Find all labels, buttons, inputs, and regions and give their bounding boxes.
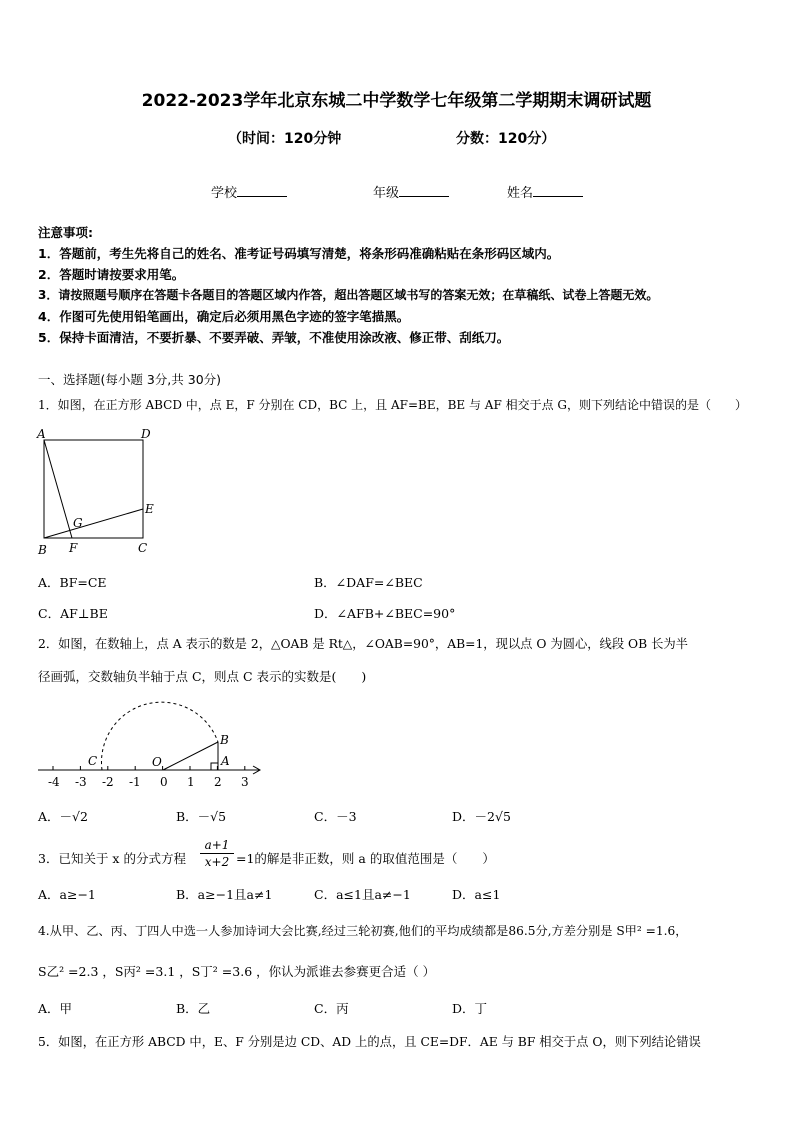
notice-heading: 注意事项: xyxy=(38,225,93,240)
section-heading: 一、选择题(每小题 3分,共 30分) xyxy=(38,372,222,387)
q4-option-d[interactable]: D．丁 xyxy=(452,1001,488,1016)
q2-stem-line2: 径画弧，交数轴负半轴于点 C，则点 C 表示的实数是( ) xyxy=(38,669,367,684)
name-label: 姓名 xyxy=(507,186,534,201)
label-e: E xyxy=(145,502,154,516)
q5-stem: 5．如图，在正方形 ABCD 中，E、F 分别是边 CD、AD 上的点，且 CE=DF．AE 与 BF 相交于点 O，则下列结论错误 xyxy=(38,1035,701,1049)
q1-option-b[interactable]: B．∠DAF=∠BEC xyxy=(314,575,423,590)
q2-stem-line1: 2．如图，在数轴上，点 A 表示的数是 2，△OAB 是 Rt△，∠OAB=90°，AB=1，现以点 O 为圆心，线段 OB 长为半 xyxy=(38,637,688,651)
segment-af xyxy=(44,440,72,538)
q2-option-c[interactable]: C．－3 xyxy=(314,809,357,824)
q4-stem-line1: 4.从甲、乙、丙、丁四人中选一人参加诗词大会比赛,经过三轮初赛,他们的平均成绩都是86.5分,方差分别是 S甲² =1.6， xyxy=(38,924,688,938)
label-b: B xyxy=(220,733,229,747)
label-c: C xyxy=(88,754,98,768)
q3-option-a[interactable]: A．a≥−1 xyxy=(38,887,96,902)
exam-time: （时间：120分钟 xyxy=(228,131,342,147)
q2-number-line-figure xyxy=(34,692,274,798)
q3-fraction-numerator: a+1 xyxy=(200,838,234,854)
notice-item: 1．答题前，考生先将自己的姓名、准考证号码填写清楚，将条形码准确粘贴在条形码区域内。 xyxy=(38,246,560,261)
q3-fraction-denominator: x+2 xyxy=(204,855,230,869)
school-field xyxy=(211,182,287,201)
tick-label: -1 xyxy=(129,775,141,789)
tick-marks xyxy=(53,766,245,770)
label-a: A xyxy=(221,754,230,768)
q3-option-b[interactable]: B．a≥−1且a≠1 xyxy=(176,887,273,902)
q4-stem-line2: S乙² =2.3 ，S丙² =3.1 ，S丁² =3.6 ，你认为派谁去参赛更合适（ ） xyxy=(38,964,436,979)
q2-option-a[interactable]: A．－√2 xyxy=(38,809,88,824)
grade-label: 年级 xyxy=(373,186,400,201)
notice-item: 5．保持卡面清洁，不要折暴、不要弄破、弄皱，不准使用涂改液、修正带、刮纸刀。 xyxy=(38,330,510,345)
school-label: 学校 xyxy=(211,186,238,201)
q3-option-d[interactable]: D．a≤1 xyxy=(452,887,501,902)
tick-label: 3 xyxy=(241,775,249,789)
notice-item: 3．请按照题号顺序在答题卡各题目的答题区域内作答，超出答题区域书写的答案无效；在草稿纸、试卷上答题无效。 xyxy=(38,288,659,302)
exam-score: 分数：120分） xyxy=(456,131,556,147)
grade-field xyxy=(373,182,449,201)
q2-option-d[interactable]: D．－2√5 xyxy=(452,809,511,824)
segment-ob xyxy=(163,742,218,770)
q2-option-b[interactable]: B．－√5 xyxy=(176,809,227,824)
q1-option-d[interactable]: D．∠AFB+∠BEC=90° xyxy=(314,606,456,621)
label-f: F xyxy=(69,541,78,555)
notice-item: 4．作图可先使用铅笔画出，确定后必须用黑色字迹的签字笔描黑。 xyxy=(38,309,410,324)
label-a: A xyxy=(37,427,46,441)
segment-be xyxy=(44,509,143,538)
school-blank xyxy=(237,184,287,197)
q1-stem: 1．如图，在正方形 ABCD 中，点 E，F 分别在 CD，BC 上，且 AF=BE，BE 与 AF 相交于点 G，则下列结论中错误的是（ ） xyxy=(38,398,747,412)
grade-blank xyxy=(399,184,449,197)
tick-label: 1 xyxy=(187,775,195,789)
label-g: G xyxy=(73,516,83,530)
notice-item: 2．答题时请按要求用笔。 xyxy=(38,267,185,282)
label-o: O xyxy=(152,755,162,769)
label-d: D xyxy=(141,427,151,441)
page-title: 2022-2023学年北京东城二中学数学七年级第二学期期末调研试题 xyxy=(141,91,652,111)
q3-fraction xyxy=(200,838,234,870)
q1-square-figure xyxy=(34,424,164,559)
label-c: C xyxy=(138,541,148,555)
q3-stem-pre: 3．已知关于 x 的分式方程 xyxy=(38,851,186,866)
tick-label: -2 xyxy=(102,775,114,789)
tick-label: 0 xyxy=(160,775,168,789)
q1-option-c[interactable]: C．AF⊥BE xyxy=(38,606,108,621)
q4-option-b[interactable]: B．乙 xyxy=(176,1001,211,1016)
name-blank xyxy=(533,184,583,197)
q4-option-c[interactable]: C．丙 xyxy=(314,1001,349,1016)
q1-option-a[interactable]: A．BF=CE xyxy=(38,575,107,590)
tick-label: 2 xyxy=(214,775,222,789)
q4-option-a[interactable]: A．甲 xyxy=(38,1001,73,1016)
tick-label: -3 xyxy=(75,775,87,789)
label-b: B xyxy=(38,543,47,557)
name-field xyxy=(507,182,583,201)
q3-option-c[interactable]: C．a≤1且a≠−1 xyxy=(314,887,411,902)
q3-stem-post: =1的解是非正数，则 a 的取值范围是（ ） xyxy=(236,851,495,866)
tick-label: -4 xyxy=(48,775,60,789)
